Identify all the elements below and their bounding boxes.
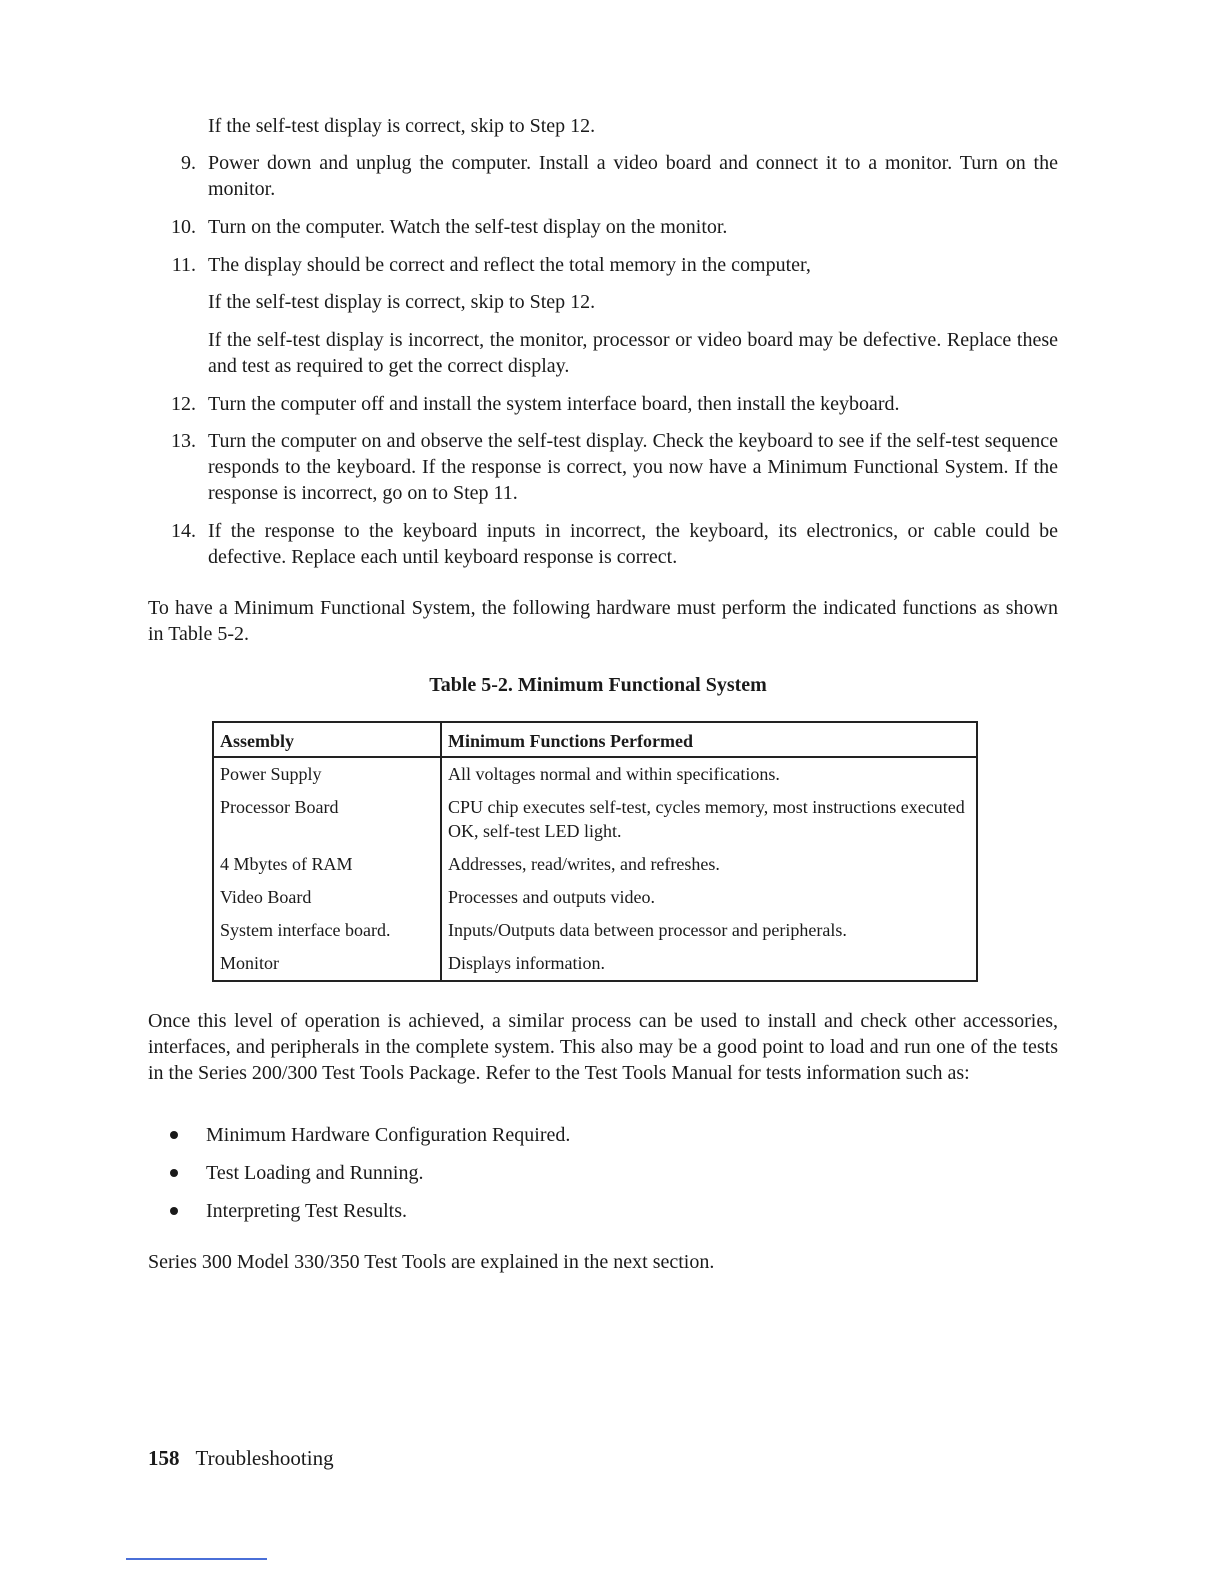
list-item <box>168 1122 1048 1148</box>
functions-cell: Displays information. <box>441 947 977 981</box>
table-header-row <box>213 722 977 757</box>
functions-cell: Processes and outputs video. <box>441 881 977 914</box>
table-row <box>213 791 977 848</box>
table-row <box>213 848 977 881</box>
step-number: 13. <box>171 430 196 452</box>
step-number: 14. <box>171 520 196 542</box>
step-number: 11. <box>171 254 196 276</box>
step-11-note-correct: If the self-test display is correct, skip to Step 12. <box>208 291 596 313</box>
step-text: Turn the computer off and install the system interface board, then install the keyboard. <box>208 393 900 415</box>
bullet-list <box>168 1122 1048 1236</box>
functions-cell: Addresses, read/writes, and refreshes. <box>441 848 977 881</box>
step-11-note-incorrect: If the self-test display is incorrect, the monitor, processor or video board may be defective. Replace these and test as required to get the correct display. <box>208 329 1058 377</box>
assembly-cell: Video Board <box>213 881 441 914</box>
list-item-text: Minimum Hardware Configuration Required. <box>206 1124 571 1146</box>
list-item-text: Test Loading and Running. <box>206 1162 424 1184</box>
list-item <box>168 1198 1048 1224</box>
table-intro-paragraph: To have a Minimum Functional System, the following hardware must perform the indicated functions as shown in Table 5-2. <box>148 597 1058 645</box>
step-text: The display should be correct and reflect the total memory in the computer, <box>208 254 811 276</box>
list-item <box>168 1160 1048 1186</box>
step-text: If the response to the keyboard inputs in incorrect, the keyboard, its electronics, or cable could be defective. Replace each until keyboard response is correct. <box>208 520 1058 568</box>
assembly-cell: Power Supply <box>213 757 441 791</box>
step-text: Turn on the computer. Watch the self-test display on the monitor. <box>208 216 728 238</box>
assembly-cell: Monitor <box>213 947 441 981</box>
functions-cell: All voltages normal and within specifications. <box>441 757 977 791</box>
closing-paragraph: Series 300 Model 330/350 Test Tools are explained in the next section. <box>148 1251 715 1273</box>
table-row <box>213 914 977 947</box>
table-row <box>213 757 977 791</box>
section-title: Troubleshooting <box>195 1446 334 1470</box>
minimum-functional-system-table <box>212 721 978 982</box>
step-number: 9. <box>181 152 196 174</box>
column-header-functions: Minimum Functions Performed <box>441 722 977 757</box>
step-number: 10. <box>171 216 196 238</box>
bullet-icon <box>170 1131 178 1139</box>
table-caption: Table 5-2. Minimum Functional System <box>429 674 767 696</box>
assembly-cell: Processor Board <box>213 791 441 848</box>
step-number: 12. <box>171 393 196 415</box>
assembly-cell: 4 Mbytes of RAM <box>213 848 441 881</box>
bullet-icon <box>170 1169 178 1177</box>
column-header-assembly: Assembly <box>213 722 441 757</box>
list-item-text: Interpreting Test Results. <box>206 1200 407 1222</box>
page-number: 158 <box>148 1446 180 1470</box>
step-text: Turn the computer on and observe the self-test display. Check the keyboard to see if the self-test sequence responds to the keyboard. If the response is correct, you now have a Minimum Functional System. If the response is incorrect, go on to Step 11. <box>208 430 1058 504</box>
page-footer <box>148 1444 334 1472</box>
after-table-paragraph: Once this level of operation is achieved, a similar process can be used to install and check other accessories, interfaces, and peripherals in the complete system. This also may be a good point to load and run one of the tests in the Series 200/300 Test Tools Package. Refer to the Test Tools Manual for tests information such as: <box>148 1010 1058 1084</box>
functions-cell: CPU chip executes self-test, cycles memory, most instructions executed OK, self-test LED light. <box>441 791 977 848</box>
table-row <box>213 881 977 914</box>
footer-rule <box>126 1558 267 1560</box>
step-text: Power down and unplug the computer. Install a video board and connect it to a monitor. Turn on the monitor. <box>208 152 1058 200</box>
table-row <box>213 947 977 981</box>
functions-cell: Inputs/Outputs data between processor and peripherals. <box>441 914 977 947</box>
bullet-icon <box>170 1207 178 1215</box>
intro-line: If the self-test display is correct, skip to Step 12. <box>208 115 596 137</box>
assembly-cell: System interface board. <box>213 914 441 947</box>
